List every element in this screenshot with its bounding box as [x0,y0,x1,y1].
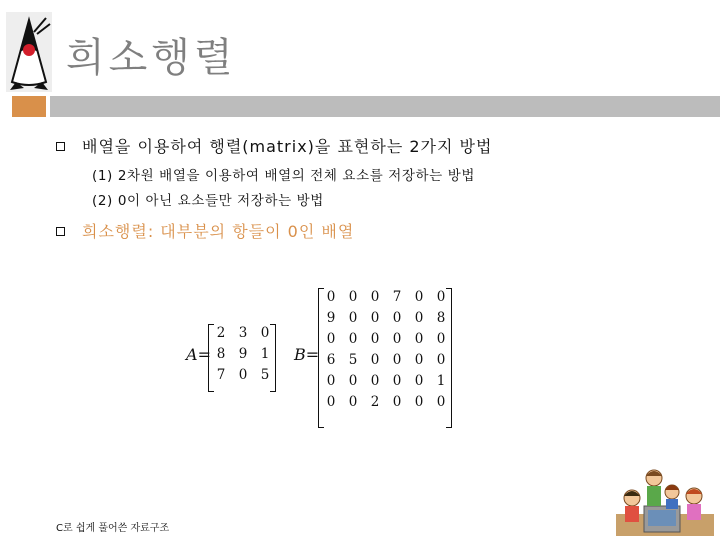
matrix-cell: 1 [260,346,270,362]
matrix-a [210,325,276,388]
matrix-cell: 0 [348,331,358,347]
matrix-cell: 0 [392,373,402,389]
matrix-cell: 0 [414,331,424,347]
matrix-cell: 9 [326,310,336,326]
matrix-cell: 5 [348,352,358,368]
matrix-cell: 0 [436,394,446,410]
matrix-cell: 0 [326,331,336,347]
matrix-cell: 0 [436,331,446,347]
matrix-cell: 2 [216,325,226,341]
matrix-cell: 0 [326,289,336,305]
matrix-b-row [320,352,452,373]
title-underline-bar [50,96,720,117]
matrix-cell: 0 [370,331,380,347]
square-bullet-icon [56,142,65,151]
matrix-a-row [210,325,276,346]
matrix-a-row [210,367,276,388]
matrix-cell: 0 [392,394,402,410]
matrix-cell: 7 [216,367,226,383]
accent-bar [12,96,46,117]
matrix-cell: 0 [414,394,424,410]
matrix-cell: 9 [238,346,248,362]
matrix-b-row [320,310,452,331]
matrix-cell: 0 [348,310,358,326]
matrix-cell: 7 [392,289,402,305]
matrix-cell: 1 [436,373,446,389]
matrix-a-row [210,346,276,367]
matrix-cell: 8 [436,310,446,326]
matrix-b-row [320,289,452,310]
matrix-cell: 2 [370,394,380,410]
matrix-cell: 0 [348,394,358,410]
matrix-a-right-bracket [270,324,276,392]
square-bullet-icon [56,227,65,236]
matrix-b-row [320,331,452,352]
matrix-cell: 0 [414,310,424,326]
matrix-cell: 0 [370,373,380,389]
bullet-text-2: 희소행렬: 대부분의 항들이 0인 배열 [82,222,355,241]
matrix-b-row [320,373,452,394]
matrix-cell: 5 [260,367,270,383]
java-duke-logo-icon [6,12,52,92]
matrix-cell: 0 [370,289,380,305]
matrix-cell: 0 [414,352,424,368]
matrix-cell: 6 [326,352,336,368]
matrix-cell: 0 [392,331,402,347]
matrix-b [320,289,452,415]
matrix-b-label: B= [294,345,320,364]
matrix-cell: 0 [238,367,248,383]
subitem-2: (2) 0이 아닌 요소들만 저장하는 방법 [92,193,324,209]
matrix-cell: 0 [260,325,270,341]
bullet-text-1: 배열을 이용하여 행렬(matrix)을 표현하는 2가지 방법 [82,137,493,156]
slide-title: 희소행렬 [66,35,237,81]
matrix-cell: 0 [348,373,358,389]
footer-text: C로 쉽게 풀어쓴 자료구조 [56,523,170,534]
matrix-cell: 0 [370,310,380,326]
children-at-computer-illustration [614,466,716,538]
matrix-a-label: A= [186,345,211,364]
matrix-cell: 0 [392,352,402,368]
subitem-1: (1) 2차원 배열을 이용하여 배열의 전체 요소를 저장하는 방법 [92,168,475,184]
matrix-cell: 0 [436,352,446,368]
matrix-cell: 8 [216,346,226,362]
matrix-cell: 0 [392,310,402,326]
matrix-cell: 0 [436,289,446,305]
matrix-cell: 0 [414,373,424,389]
matrix-cell: 3 [238,325,248,341]
matrix-cell: 0 [348,289,358,305]
matrix-cell: 0 [414,289,424,305]
matrix-b-row [320,394,452,415]
matrix-cell: 0 [326,394,336,410]
matrix-b-right-bracket [446,288,452,428]
matrix-cell: 0 [370,352,380,368]
matrix-cell: 0 [326,373,336,389]
